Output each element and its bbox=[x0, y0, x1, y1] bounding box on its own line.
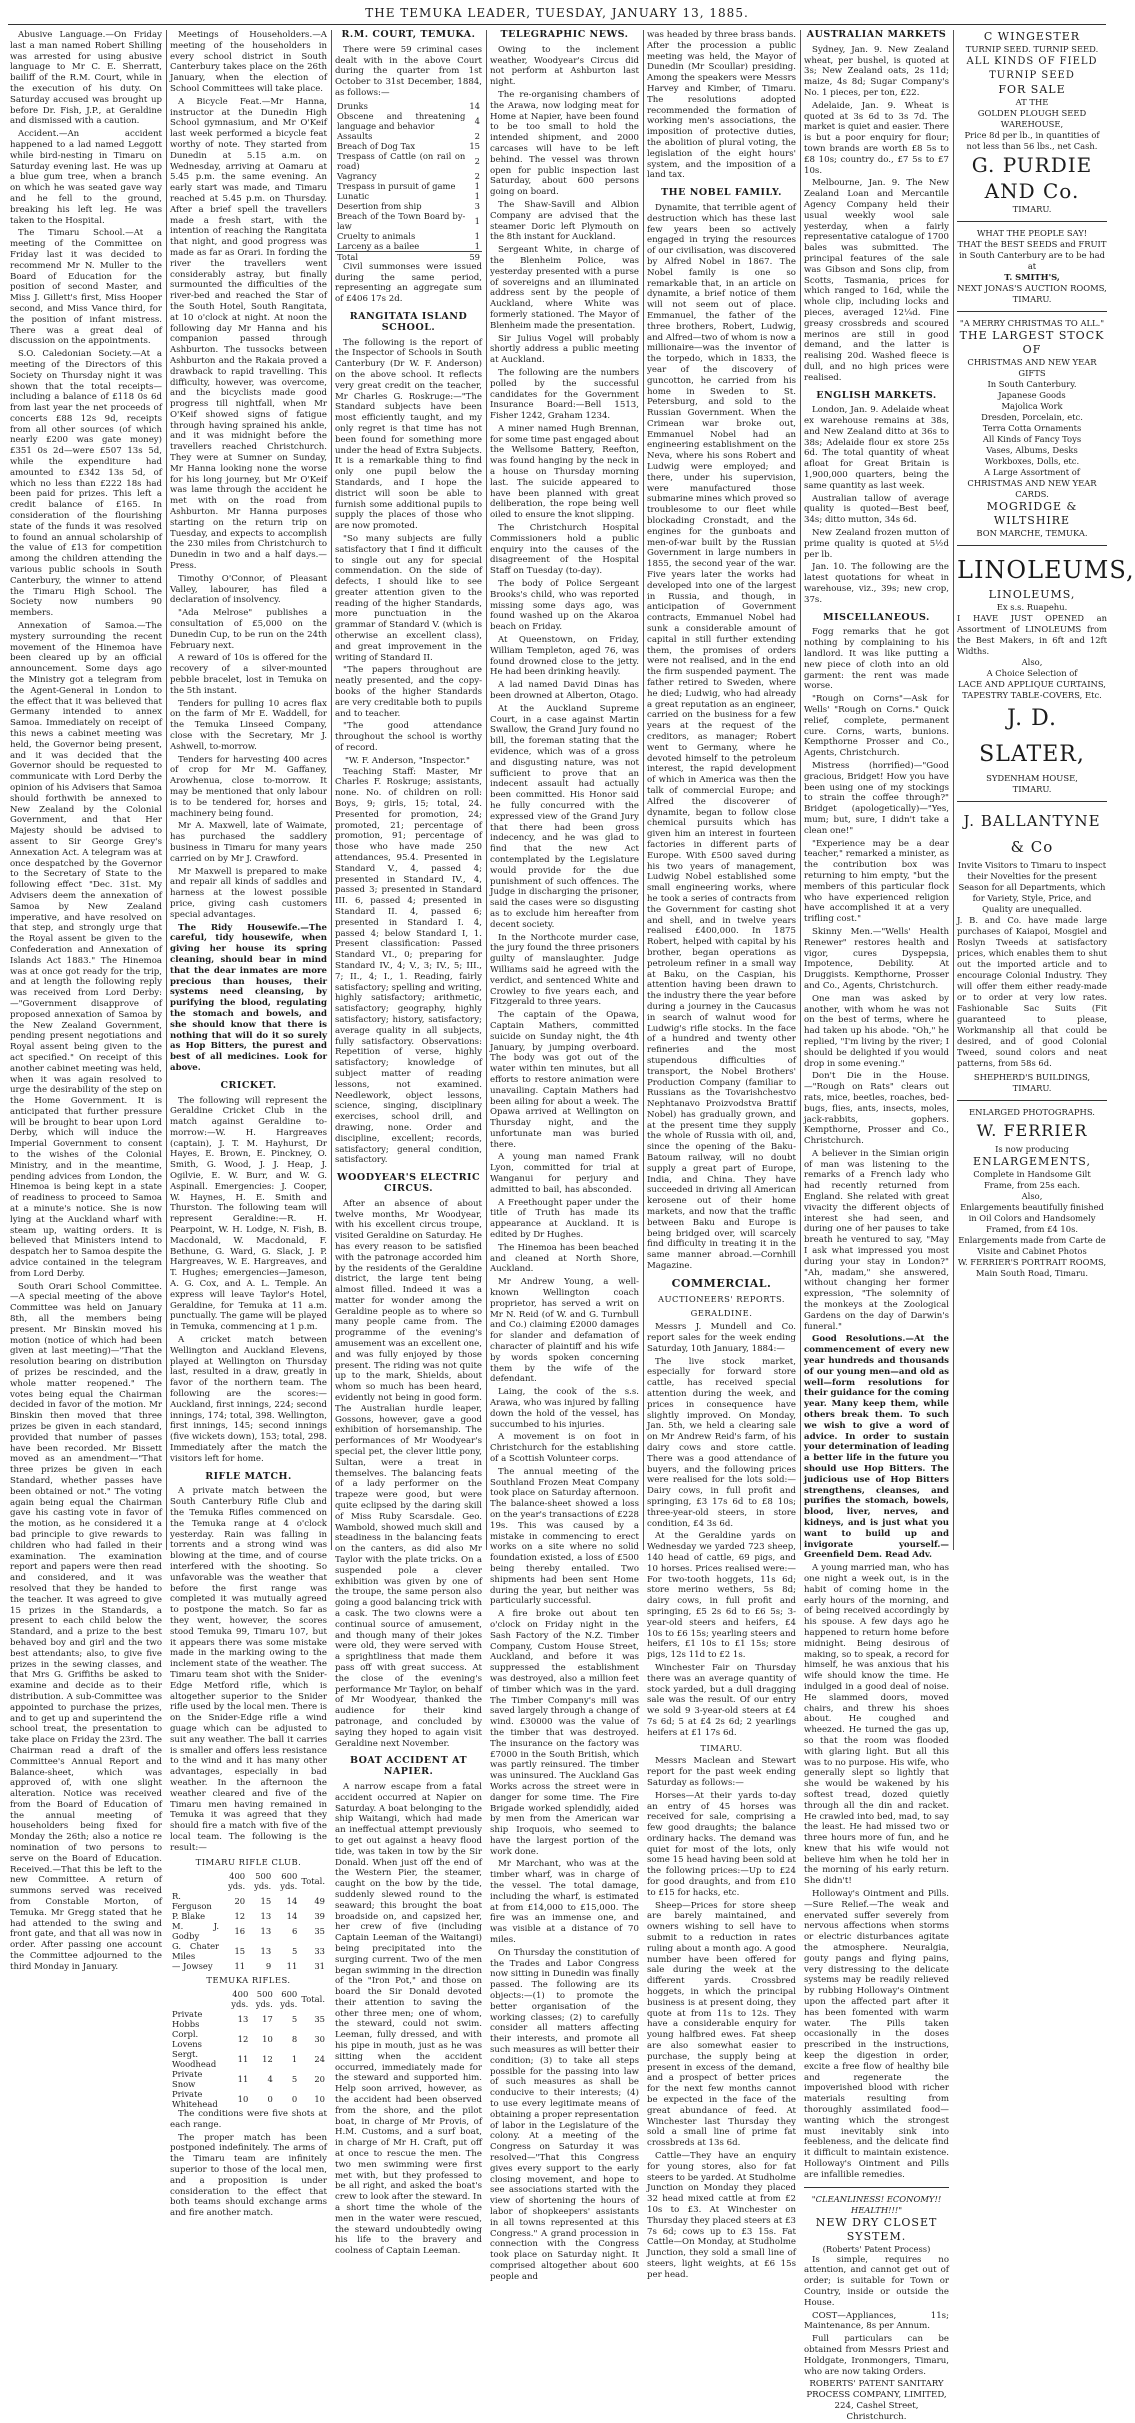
article-rangitata-3: "The papers throughout are neatly presented, and the copy-books of the higher Standards are very creditable both to pupils and to teacher. bbox=[335, 665, 482, 719]
rifle-score-table-2 bbox=[170, 1989, 327, 2109]
table-row: M. J. Godby 16 13 6 35 bbox=[172, 1921, 325, 1942]
ad-mogridge-big: THE LARGEST STOCK OF bbox=[959, 329, 1105, 356]
ad-ferrier-t3: Enlargements beautifully finished in Oil Colors and Handsomely Framed, from £4 10s. bbox=[960, 1202, 1104, 1234]
rm-court-heading: R.M. COURT, TEMUKA. bbox=[341, 29, 476, 40]
telegram: A miner named Hugh Brennan, for some time past engaged about the Wellsome Battery, Reefton, was found hanging by the neck in a house on Thursday morning last. The suicide appeared to have been planned with great deliberation, the rope being well oiled to ensure the knot slipping. bbox=[490, 423, 639, 521]
ad-smith-firm: T. SMITH'S, bbox=[1004, 272, 1060, 282]
ad-ballantyne-addr: SHEPHERD'S BUILDINGS, TIMARU. bbox=[973, 1072, 1091, 1093]
column-2 bbox=[170, 30, 327, 2219]
ad-ballantyne-firm: J. BALLANTYNE & Co bbox=[963, 812, 1101, 856]
divider bbox=[957, 545, 1107, 546]
ad-ferrier-t4: Enlargements made from Carte de Visite and Cabinet Photos bbox=[958, 1235, 1106, 1256]
ad-dry-closet-text: Is simple, requires no attention, and cannot get out of order; is suitable for Town or Country, inside or outside the House. bbox=[804, 2254, 949, 2308]
article-rifle: A private match between the South Canterbury Rifle Club and the Temuka Rifles commenced on the Temuka range at 4 o'clock yesterday. Rain was falling in torrents and a strong wind was blowing at the time, and of course interfered with the shooting. So unfavorable was the weather that before the first range was completed it was mutually agreed to postpone the match. So far as they went, however, the scores stood Temuka 99, Timaru 107, but it appears there was some mistake made in the marking owing to the inclement state of the weather. The Timaru team shot with the Snider-Edge Metford rifle, which is altogether superior to the Snider rifle used by the local men. There is on the Snider-Edge rifle a wind guage which can be adjusted to suit any weather. The ball it carries is smaller and offers less resistance to the wind and it has many other advantages, especially in bad weather. In the afternoon the weather cleared and five of the Timaru men having remained in Temuka it was agreed that they should fire a match with five of the local team. The following is the result:— bbox=[170, 1486, 327, 1853]
ad-mogridge-where: In South Canterbury. bbox=[987, 379, 1077, 389]
ad-turnip-at: AT THE bbox=[1015, 97, 1049, 107]
table-row: Desertion from ship 3 bbox=[337, 200, 480, 211]
telegram: The Christchurch Hospital Commissioners hold a public enquiry into the causes of the disagreement of the Hospital Staff on Tuesday (to-day). bbox=[490, 523, 639, 577]
telegram: At Queenstown, on Friday, William Templeton, aged 76, was found drowned close to the jetty. He had been drinking heavily. bbox=[490, 635, 639, 678]
timaru-heading: TIMARU. bbox=[700, 1742, 743, 1753]
ad-turnip-price: Price 8d per lb., in quantities of not less than 56 lbs., net Cash. bbox=[964, 130, 1100, 151]
table-row: Trespass in pursuit of game 1 bbox=[337, 180, 480, 191]
article-rangitata: The following is the report of the Inspector of Schools in South Canterbury (Dr W. F. Anderson) on the above school. It reflects very great credit on the teacher, Mr Charles G. Roskruge:—"The Standard subjects have been most efficiently taught, and my only regret is that time has not been found for something more under the head of Extra Subjects. It is a remarkable thing to find only one pupil below the Standards, and I hope the district will soon be able to furnish some additional pupils to supply the places of those who are now promoted. bbox=[335, 337, 482, 532]
brief-maxwell-2: Mr Maxwell is prepared to make and repair all kinds of saddles and harness at the lowest possible price, giving cash customers special advantages. bbox=[170, 866, 327, 920]
ad-smith-addr: NEXT JONAS'S AUCTION ROOMS, TIMARU. bbox=[957, 283, 1107, 304]
divider bbox=[957, 311, 1107, 312]
article-circus: After an absence of about twelve months, Mr Woodyear, with his excellent circus troupe, visited Geraldine on Saturday. He has every reason to be satisfied with the patronage accorded him by the residents of the Geraldine district, the large tent being almost filled. Indeed it was a matter for wonder among the Geraldine people as to where so many people came from. The programme of the evening's amusement was an excellent one, and was fully enjoyed by those present. The riding was not quite up to the mark, Shields, about whom so much has been heard, evidently not being in good form. The Australian hurdle leaper, Gossons, however, gave a good exhibition of horsemanship. The performances of Mr Woodyear's special pet, the clever little pony, Sultan, were a treat in themselves. The balancing feats of a lady performer on the trapeze were good, but were quite eclipsed by the daring skill of Miss Ruby Scarsdale. Geo. Wambold, showed much skill and steadiness in the balancing feats on the canters, as did also Mr Taylor with the plate tricks. On a suspended pole a clever exhibition was given by one of the troupe, the same person also going a good balancing trick with a cask. The two clowns were a continual source of amusement, and though many of their jokes were old, they were served with a sprightliness that made them pass off with great success. At the close of the evening's performance Mr Taylor, on behalf of Mr Woodyear, thanked the audience for their kind patronage, and concluded by saying they hoped to again visit Geraldine next November. bbox=[335, 1198, 482, 1749]
australian-markets-heading: AUSTRALIAN MARKETS bbox=[806, 29, 947, 40]
telegram: A Freethought paper under the title of Truth has made its appearance at Auckland. It is edited by Dr Hughes. bbox=[490, 1197, 639, 1241]
misc-item: Don't Die in the House.—"Rough on Rats" clears out rats, mice, beetles, roaches, bed-bugs, flies, ants, insects, moles, jack-rabbits, gophers. Kempthorne, Prosser and Co., Christchurch. bbox=[804, 1071, 949, 1147]
misc-item: A believer in the Simian origin of man was listening to the remarks of a French lady who had recently returned from England. She related with great vivacity the different objects of interest she had seen, and during one of her pauses to take breath he ventured to say, "May I ask what impressed you most during your stay in London?" "Ah, madam," she answered, without changing her former expression, "The solemnity of the monkeys at the Zoological Gardens on the day of Darwin's funeral." bbox=[804, 1148, 949, 1332]
divider bbox=[957, 801, 1107, 802]
column-1 bbox=[10, 30, 162, 1972]
report-geraldine: Messrs J. Mundell and Co. report sales for the week ending Saturday, 10th January, 1884:— bbox=[647, 1322, 796, 1354]
article-samoa-annexation: Annexation of Samoa.—The mystery surrounding the recent movement of the Hinemoa have been cleared up by an official announcement. Some days ago the Ministry got a telegram from the Agent-General in London to the effect that it was believed that Germany intended to annex Samoa. Immediately on receipt of this news a cabinet meeting was held, the Governor being present, and it was decided that the Governor should be requested to communicate with Lord Derby the opinion of his Advisers that Samoa should forthwith be annexed to New Zealand by the Colonial Government, and that Her Majesty should be advised to assent to Sir George Grey's Annexation Act. A telegram was at once despatched by the Governor to the Secretary of State to the following effect "Dec. 31st. My Advisers deem the annexation of Samoa by New Zealand imperative, and have resolved on that step, and strongly urge that the Royal assent be given to the Confederation and Annexation of Islands Act 1883." The Hinemoa was at once got ready for the trip, and at length the following reply was received from Lord Derby:—"Government disapprove of proposed annexation of Samoa by the New Zealand Government, pending present negotiations and Royal assent being given to the act specified." On receipt of this another cabinet meeting was held, when it was again resolved to urge the desirability of the step on the Home Government. It is anticipated that further pressure will be brought to bear upon Lord Derby, which will induce the Imperial Government to consent to the wishes of the Colonial Ministry, and in the meantime, pending advices from London, the Hinemoa is being kept in a state of readiness to proceed to Samoa at a minute's notice. She is now lying at the Auckland wharf with steam up, waiting orders. It is believed that Ministers intend to despatch her to Samoa despite the advice contained in the telegram from Lord Derby. bbox=[10, 621, 162, 1279]
ad-mogridge-text: CHRISTMAS AND NEW YEAR GIFTS bbox=[967, 357, 1097, 378]
rm-court-intro: There were 59 criminal cases dealt with in the above Court during the quarter from 1st October to 31st December, 1884, as follows:— bbox=[335, 44, 482, 98]
col-600: 600 yds. bbox=[280, 1871, 298, 1892]
table-row: Trespass of Cattle (on rail on road) 2 bbox=[337, 150, 480, 171]
ad-slater-town: TIMARU. bbox=[1012, 784, 1052, 794]
market-melbourne: Melbourne, Jan. 9. The New Zealand Loan and Mercantile Agency Company held their usual weekly wool sale yesterday, when a fairly representative catalogue of 1700 bales was submitted. The principal features of the sale was Gibson and Sons clip, from Scotts, Tasmania, prices for which ranged to 16d, while the whole clip, including locks and pieces, averaged 12¼d. Fine greasy crossbreds and scoured merinos are still in good demand, and the latter is realising 20d. Washed fleece is dull, and no high prices were realised. bbox=[804, 178, 949, 383]
ad-ferrier-also: Also, bbox=[1021, 1191, 1043, 1201]
col-total: Total. bbox=[301, 1876, 325, 1887]
telegram: Sir Julius Vogel will probably shortly address a public meeting at Auckland. bbox=[490, 333, 639, 366]
ad-turnip-place: GOLDEN PLOUGH SEED WAREHOUSE, bbox=[977, 108, 1087, 129]
telegram: Sergeant White, in charge of the Blenheim Police, was yesterday presented with a purse of sovereigns and an illuminated address sent by the people of Auckland, where White was formerly stationed. The Mayor of Blenheim made the presentation. bbox=[490, 245, 639, 331]
market-london-3: New Zealand frozen mutton of prime quality is quoted at 5½d per lb. bbox=[804, 528, 949, 560]
telegram: Laing, the cook of the s.s. Arawa, who was injured by falling down the hold of the vessel, has succumbed to his injuries. bbox=[490, 1387, 639, 1430]
rm-court-table bbox=[335, 101, 482, 262]
misc-item: Fogg remarks that he got nothing by complaining to his landlord. It was like putting a new piece of cloth into an old garment: the rent was made worse. bbox=[804, 627, 949, 692]
telegram: On Thursday the constitution of the Trades and Labor Congress now sitting in Dunedin was finally passed. The following are its objects:—(1) to promote the better organisation of the working classes; (2) to carefully consider all matters affecting their interests, and promote all such measures as will better their condition; (3) to take all steps possible for the passing into law of such measures as shall be conducive to their interests; (4) to use every legitimate means of obtaining a proper representation of labor in the Legislature of the colony. At a meeting of the Congress on Saturday it was resolved—"That this Congress gives every support to the early closing movement, and hope to see associations started with the view of shortening the hours of labor of shopkeepers' assistants in all towns represented at this Congress." A grand procession in connection with the Congress took place on Saturday night. It comprised altogether about 600 people and bbox=[490, 1947, 639, 2282]
col-500: 500 yds. bbox=[254, 1871, 272, 1892]
list-item: Dresden, Porcelain, etc. bbox=[981, 412, 1083, 422]
table-row: Corpl. Lovens 12 10 8 30 bbox=[172, 2029, 325, 2050]
column-rule bbox=[166, 30, 167, 1550]
table-row: Private Hobbs 13 17 5 35 bbox=[172, 2009, 325, 2030]
table-total-row: Total 59 bbox=[337, 251, 480, 262]
ad-dry-closet-agents: Full particulars can be obtained from Messrs Priest and Holdgate, Ironmongers, Timaru, who are now taking Orders. bbox=[804, 2334, 949, 2377]
ad-slater-choice: A Choice Selection of bbox=[986, 668, 1078, 678]
telegram: Mr Andrew Young, a well-known Wellington coach proprietor, has served a writ on Mr N. Reid (of W. and G. Turnbull and Co.) claiming £2000 damages for slander and defamation of character of plaintiff and his wife by words spoken concerning them by the wife of the defendant. bbox=[490, 1277, 639, 1385]
column-3 bbox=[335, 29, 482, 2257]
market-london-4: Jan. 10. The following are the latest quotations for wheat in warehouse, viz., 39s; new crop, 37s. bbox=[804, 562, 949, 605]
report-timaru-cattle: Cattle—They have an enquiry for young stores, also for fat steers to be yarded. At Studholme Junction on Monday they placed 32 head mixed cattle at from £2 10s to £3. At Winchester on Thursday they placed steers at £3 7s 6d; cows up to £3 15s. Fat Cattle—On Monday, at Studholme Junction, they sold a small line of steers, light weights, at £6 15s per head. bbox=[647, 2151, 796, 2280]
table-row: — Jowsey 11 9 11 31 bbox=[172, 1961, 325, 1972]
article-householders: Meetings of Householders.—A meeting of the householders in every school district in South Canterbury takes place on the 26th January, when the election of School Committees will take place. bbox=[170, 30, 327, 94]
ad-slater-lace: LACE AND APPLIQUE CURTAINS, bbox=[958, 679, 1106, 689]
column-rule bbox=[953, 30, 954, 1550]
ad-ferrier-firm: W. FERRIER bbox=[976, 1121, 1088, 1140]
nobel-heading: THE NOBEL FAMILY. bbox=[661, 187, 782, 199]
telegram: A movement is on foot in Christchurch for the establishing of a Scottish Volunteer corps. bbox=[490, 1432, 639, 1464]
rifle-heading: RIFLE MATCH. bbox=[205, 1470, 292, 1482]
table-row: P. Blake 12 13 14 39 bbox=[172, 1911, 325, 1922]
telegram: Owing to the inclement weather, Woodyear's Circus did not perform at Ashburton last night. bbox=[490, 44, 639, 88]
ad-turnip-heading: TURNIP SEED. TURNIP SEED. bbox=[965, 44, 1099, 54]
telegram: A fire broke out about ten o'clock on Friday night in the Sash Factory of the N.Z. Timber Company, Custom House Street, Auckland, and before it was suppressed the establishment was destroyed, also a million feet of timber which was in the yard. The Timber Company's mill was saved largely through a change of wind. £30000 was the value of the timber that was destroyed. The insurance on the factory was £7000 in the South British, which was partly reinsured. The timber was uninsured. The Auckland Gas Works across the street were in danger for some time. The Fire Brigade worked splendidly, aided by men from the American war ship Iroquois, who seemed to have the largest portion of the work done. bbox=[490, 1609, 639, 1857]
ad-linoleums-title: LINOLEUMS, bbox=[957, 556, 1135, 584]
ad-linoleums-ex: Ex s.s. Ruapehu. bbox=[996, 602, 1068, 612]
ad-dry-closet-sub: (Roberts' Patent Process) bbox=[822, 2243, 931, 2254]
ad-ferrier-t5: W. FERRIER'S PORTRAIT ROOMS, Main South Road, Timaru. bbox=[957, 1257, 1107, 1278]
brief-reward: A reward of 10s is offered for the recovery of a silver-mounted pebble bracelet, lost in Temuka on the 5th instant. bbox=[170, 653, 327, 696]
ad-mogridge-firm: MOGRIDGE & WILTSHIRE bbox=[986, 500, 1078, 527]
misc-item: "Experience may be a dear teacher," remarked a minister, as the contribution box was returning to him empty, "but the members of this particular flock who have experienced religion have accomplished it at a very trifling cost." bbox=[804, 838, 949, 925]
ad-dry-closet-slogan: "CLEANLINESS! ECONOMY!! HEALTH!!!" bbox=[811, 2193, 942, 2215]
ad-turnip-sale: FOR SALE bbox=[998, 83, 1066, 96]
ad-ferrier-big: ENLARGEMENTS, bbox=[973, 1155, 1091, 1168]
ad-smith-heading: WHAT THE PEOPLE SAY! bbox=[976, 228, 1088, 238]
brief-tenders-flax: Tenders for pulling 10 acres flax on the farm of Mr E. Waddell, for the Temuka Linseed Company, close with the Secretary, Mr J. Ashwell, to-morrow. bbox=[170, 698, 327, 752]
telegram: The re-organising chambers of the Arawa, now lodging meat for Home at Napier, have been found to be too small to hold the intended shipment, and 2000 carcases will have to be left behind. The vessel was thrown open for public inspection last Saturday, about 600 persons going on board. bbox=[490, 89, 639, 198]
ad-linoleums-sub: LINOLEUMS, bbox=[988, 588, 1076, 601]
table-row: Vagrancy 2 bbox=[337, 170, 480, 181]
ad-turnip-big: ALL KINDS OF FIELD TURNIP SEED bbox=[966, 56, 1098, 81]
column-rule bbox=[486, 30, 487, 1550]
english-markets-heading: ENGLISH MARKETS. bbox=[816, 389, 937, 401]
list-item: Vases, Albums, Desks bbox=[986, 445, 1078, 455]
auctioneers-heading: AUCTIONEERS' REPORTS. bbox=[657, 1293, 786, 1304]
misc-item: A young married man, who has one night a week out, is in the habit of coming home in the early hours of the morning, and of being received accordingly by his spouse. A few days ago he happened to return home before midnight. Being desirous of making, so to speak, a record for himself, he was anxious that his wife should know the time. He indulged in a good deal of noise. He slammed doors, moved chairs, and threw his shoes about. He coughed and wheezed. He turned the gas up, so that the room was flooded with glaring light. But all this was to no purpose. His wife, who generally slept so lightly that she would be wakened by his softest tread, dozed quietly through all the din and racket. He crawled into bed, mad, to say the least. He had missed two or three hours more of fun, and he knew that his wife would not believe him when he told her in the morning of his early return. She didn't! bbox=[804, 1563, 949, 1887]
brief-maxwell: Mr A. Maxwell, late of Waimate, has purchased the saddlery business in Timaru for many years carried on by Mr J. Crawford. bbox=[170, 821, 327, 864]
article-abusive-language: Abusive Language.—On Friday last a man named Robert Shilling was arrested for using abusive language to Mr C. E. Sherratt, bailiff of the R.M. Court, while in the execution of his duty. On Saturday accused was brought up before Dr. Fish, J.P., at Geraldine and dismissed with a caution. bbox=[10, 30, 162, 127]
article-rangitata-5: Teaching Staff: Master, Mr Charles F. Roskruge; assistants, none. No. of children on roll: Boys, 9; girls, 15; total, 24. Presented for promotion, 24; promoted, 21; percentage of promotion, 91; percentage of those who have made 250 attendances, 95.4. Presented in Standard V., 4, passed 4; presented in Standard IV., 4, passed 3; presented in Standard III. 6, passed 4; presented in Standard II. 4, passed 6; presented in Standard I. 4, passed 4; below Standard I, 1. Present classification: Passed Standard VI., 0; preparing for Standard IV., 4; V., 3; IV., 5; III., 7; II., 4; I., 1. Reading, fairly satisfactory; spelling and writing, highly satisfactory; arithmetic, satisfactory; geography, highly satisfactory; history, satisfactory; average quality in all subjects, fully satisfactory. Observations: Repetition of verse, highly satisfactory; knowledge of subject matter of reading lessons, not examined. Needlework, object lessons, science, singing, disciplinary exercises, school drill, and drawing, none. Order and discipline, excellent; records, satisfactory; general condition, satisfactory. bbox=[335, 766, 482, 1166]
brief-tenders-harvest: Tenders for harvesting 400 acres of crop for Mr M. Gaffaney, Arowhenua, close to-morrow. It may be mentioned that only labour is to be tendered for, horses and machinery being found. bbox=[170, 754, 327, 819]
boat-accident-heading: BOAT ACCIDENT AT NAPIER. bbox=[349, 1755, 468, 1778]
ad-ballantyne-text: J. B. and Co. have made large purchases of Kaiapoi, Mosgiel and Roslyn Tweeds at satisfactory prices, which enables them to shut out the imported article and to encourage Colonial Industry. They will offer them either ready-made or to order at very low rates. Fashionable Sac Suits (Fit guaranteed to please, Workmanship all that could be desired, and of good Colonial Tweed, sound colors and neat patterns, from 58s 6d. bbox=[957, 915, 1107, 1068]
table-row: R. Ferguson 20 15 14 49 bbox=[172, 1891, 325, 1912]
circus-heading: WOODYEAR'S ELECTRIC CIRCUS. bbox=[336, 1172, 480, 1194]
table-row: G. Chater Miles 15 13 5 33 bbox=[172, 1941, 325, 1962]
telegram: The Hinemoa has been beached and cleaned at North Shore, Auckland. bbox=[490, 1242, 639, 1275]
column-rule bbox=[331, 30, 332, 1550]
ad-mogridge-heading: "A MERRY CHRISTMAS TO ALL." bbox=[959, 318, 1105, 328]
telegraphic-heading: TELEGRAPHIC NEWS. bbox=[500, 29, 629, 40]
table-header-row bbox=[170, 1871, 327, 1891]
article-nobel: Dynamite, that terrible agent of destruction which has these last few years been so actively engaged in trying the resources of our civilisation, was discovered by Alfred Nobel in 1867. The Nobel family is one so remarkable that, in an article on dynamite, a brief notice of them will not seem out of place. Emmanuel, the father of the three brothers, Robert, Ludwig, and Alfred—two of whom is now a millionaire—was the inventor of the torpedo, which in 1833, the year of the discovery of guncotton, he carried from his home in Sweden to St. Petersburg, and sold to the Russian Government. When the Crimean war broke out, Emmanuel Nobel had an engineering establishment on the Neva, where his sons Robert and Ludwig were employed; and there, under his supervision, were manufactured those submarine mines which proved so troublesome to our fleet while blockading Cronstadt, and the engines for the gunboats and men-of-war built by the Russian Government in large numbers in 1855, the second year of the war. Five years later the works had developed into one of the largest in Russia, and though, in anticipation of Government contracts, Emmanuel Nobel had sunk a considerable amount of capital in still further extending them, the promises of orders were not realised, and in the end the firm suspended payment. The father retired to Sweden, where he died; Ludwig, who had already a great reputation as an engineer, carried on the business for a few years at the request of the creditors, as manager; Robert went to Germany, where he devoted himself to the petroleum interest, the rapid development of which in America was then the talk of commercial Europe; and Alfred the discoverer of dynamite, began to follow close chemical pursuits which has given him an interest in fourteen factories in different parts of Europe. With £500 saved during his two years of management, Ludwig Nobel established some small engineering works, where he took a series of contracts from the Government for casting shot and shell, and in twelve years realised £400,000. In 1875 Robert, helped with capital by his brother, began operations as petroleum refiner in a small way at Baku, on the Caspian, his attention having been drawn to the industry there the year before during a journey in the Caucasus in search of walnut wood for Ludwig's rifle stocks. In the face of a hundred and twenty other refineries and the most stupendous difficulties of transport, the Nobel Brothers' Production Company (familiar to Russians as the Tovarishchestvo Nephtanavo Proizvodstva Brattif Nobel) has gradually grown, and at the present time they supply the whole of Russia with oil, and, since the opening of the Baku-Batoum railway, will no doubt supply a great part of Europe, India, and China. They have succeeded in driving all American kerosene out of their home markets, and now that the traffic between Baku and Europe is being bridged over, will scarcely find difficulty in treating it in the same manner abroad.—Cornhill Magazine. bbox=[647, 202, 796, 1272]
article-procession-cont: was headed by three brass bands. After the procession a public meeting was held, the Mayor of Dunedin (Mr Scoullar) presiding. Among the speakers were Messrs Harvey and Kimber, of Timaru. The resolutions adopted recommended the formation of working men's associations, the imposition of protective duties, the abolition of plural voting, the legislation of the eight hours' system, and the imposition of a land tax. bbox=[647, 30, 796, 181]
ad-ferrier-text: Is now producing bbox=[995, 1144, 1069, 1154]
ad-slater-house: SYDENHAM HOUSE, bbox=[986, 773, 1078, 783]
ad-dry-closet bbox=[804, 2194, 949, 2255]
ad-turnip-seed bbox=[957, 30, 1107, 215]
ad-slater-tapestry: TAPESTRY TABLE-COVERS, Etc. bbox=[962, 690, 1102, 700]
misc-item: Skinny Men.—"Wells' Health Renewer" restores health and vigor, cures Dyspepsia, Impotence, Debility. At Druggists. Kempthorne, Prosser and Co., Agents, Christchurch. bbox=[804, 926, 949, 991]
column-rule bbox=[643, 30, 644, 1550]
misc-item: Holloway's Ointment and Pills.—Sure Relief.—The weak and enervated suffer severely from nervous affections when storms or electric disturbances agitate the atmosphere. Neuralgia, gouty pangs and flying pains, very distressing to the delicate systems may be readily relieved by rubbing Holloway's Ointment upon the affected part after it has been fomented with warm water. The Pills taken occasionally in the doses prescribed in the instructions, keep the digestion in order, excite a free flow of healthy bile and regenerate the impoverished blood with richer materials resulting from thoroughly assimilated food—wanting which the strongest must inevitably sink into feebleness, and the delicate find it difficult to maintain existence. Holloway's Ointment and Pills are infallible remedies. bbox=[804, 1889, 949, 2180]
brief-melrose: "Ada Melrose" publishes a consultation of £5,000 on the Dunedin Cup, to be run on the 24th February next. bbox=[170, 608, 327, 651]
table-row: Assaults 2 bbox=[337, 130, 480, 141]
article-cricket-2: A cricket match between Wellington and Auckland Elevens, played at Wellington on Thursday last, resulted in a draw, greatly in favor of the northern team. The following are the scores:—Auckland, first innings, 224; second innings, 174; total, 398. Wellington, first innings, 145; second innings (five wickets down), 153; total, 298. Immediately after the match the visitors left for home. bbox=[170, 1335, 327, 1464]
report-geraldine-2: The live stock market, especially for forward store cattle, has received special attention during the week, and prices in consequence have slightly improved. On Monday, Jan. 5th, we held a clearing sale on Mr Andrew Reid's farm, of his dairy cows and store cattle. There was a good attendance of buyers, and the following prices were realised for the lots sold:—Dairy cows, in full profit and springing, £3 17s 6d to £8 10s; three-year-old steers, in store condition, £4 3s 6d. bbox=[647, 1356, 796, 1529]
telegram: The captain of the Opawa, Captain Mathers, committed suicide on Sunday night, the 4th January, by jumping overboard. The body was got out of the water within ten minutes, but all efforts to restore animation were unavailing. Captain Mathers had been ailing for about a week. The Opawa arrived at Wellington on Thursday night, and the unfortunate man was buried there. bbox=[490, 1010, 639, 1150]
commercial-heading: COMMERCIAL. bbox=[671, 1276, 772, 1290]
ad-dry-closet-title: NEW DRY CLOSET SYSTEM. bbox=[815, 2215, 938, 2243]
ad-ballantyne-invite: Invite Visitors to Timaru to inspect their Novelties for the present Season for all Departments, which for Variety, Style, Price, and Quality are unequalled. bbox=[957, 860, 1107, 914]
report-timaru-horses: Horses—At their yards to-day an entry of 45 horses was received for sale, comprising a few good draughts; the balance ordinary hacks. The demand was quiet for most of the lots, only some 15 head having been sold at the following prices:—Up to £24 for good draughts, and from £10 to £15 for hacks, etc. bbox=[647, 1790, 796, 1898]
masthead: THE TEMUKA LEADER, TUESDAY, JANUARY 13, 1885. bbox=[8, 2, 1106, 25]
telegram: A lad named David Dinas has been drowned at Alberton, Otago. bbox=[490, 680, 639, 702]
column-rule bbox=[800, 30, 801, 1550]
ad-slater-also: Also, bbox=[1021, 657, 1043, 667]
list-item: Terra Cotta Ornaments bbox=[982, 423, 1082, 433]
ad-top-fragment: C WINGESTER bbox=[983, 30, 1081, 43]
telegram: The Shaw-Savill and Albion Company are advised that the steamer Doric left Plymouth on the 8th instant for Auckland. bbox=[490, 199, 639, 243]
list-item: Japanese Goods bbox=[998, 390, 1066, 400]
ad-smith-text: THAT the BEST SEEDS and FRUIT in South Canterbury are to be had at bbox=[957, 239, 1107, 271]
brief-tidy-housewife: The Ridy Housewife.—The careful, tidy housewife, when giving her house its spring cleaning, should bear in mind that the dear inmates are more precious than houses, their systems need cleansing, by purifying the blood, regulating the stomach and bowels, and she should know that there is nothing that will do it so surely as Hop Bitters, the purest and best of all medicines. Look for above. bbox=[170, 922, 327, 1073]
market-adelaide: Adelaide, Jan. 9. Wheat is quoted at 3s 6d to 3s 7d. The market is quiet and easier. There is but a poor enquiry for flour; town brands are worth £8 5s to £8 10s; country do., £7 5s to £7 10s. bbox=[804, 100, 949, 176]
misc-item: Mistress (horrified)—"Good gracious, Bridget! How you have been using one of my stockings to strain the coffee through?" Bridget (apologetically)—"Yes, mum; but, sure, I didn't take a clean one!" bbox=[804, 761, 949, 836]
ad-smith bbox=[957, 228, 1107, 305]
telegram: Mr Marchant, who was at the timber wharf, was in charge of the vessel. The total damage, including the wharf, is estimated at from £14,000 to £15,000. The fire was an immense one, and was visible at a distance of 70 miles. bbox=[490, 1859, 639, 1946]
ad-ferrier bbox=[957, 1107, 1107, 1279]
table-row: Breach of Dog Tax 15 bbox=[337, 140, 480, 151]
article-rangitata-2: "So many subjects are fully satisfactory that I find it difficult to single out any for special commendation. On the side of defects, I should like to see greater attention given to the reading of the higher Standards, more punctuation in the grammar of Standard V. (which is otherwise an excellent class), and great improvement in the writing of Standard II. bbox=[335, 533, 482, 663]
list-item: Majolica Work bbox=[1001, 401, 1063, 411]
column-5 bbox=[647, 30, 796, 2280]
telegram: In the Northcote murder case, the jury found the three prisoners guilty of manslaughter. Judge Williams said he agreed with the verdict, and sentenced White and Crowley to five years each, and Fitzgerald to three years. bbox=[490, 932, 639, 1008]
rangitata-heading: RANGITATA ISLAND SCHOOL. bbox=[349, 310, 468, 333]
article-bicycle-feat: A Bicycle Feat.—Mr Hanna, instructor at the Dunedin High School gymnasium, and Mr O'Keif last week performed a bicycle feat worthy of note. They started from Dunedin at 5.15 a.m. on Wednesday, arriving at Oamaru at 5.45 p.m. the same evening. An early start was made, and Timaru reached at 5.45 p.m. on Thursday. After a brief spell the travellers made a fresh start, with the intention of reaching the Rangitata that night, and good progress was made as far as Orari. In fording the river the travellers went considerably astray, but finally surmounted the difficulties of the river-bed and reached the Star of the South Hotel, South Rangitata, at 10 o'clock at night. At noon the following day Mr Hanna and his companion passed through Ashburton. The tussocks between Ashburton and the Rakaia proved a drawback to rapid travelling. This difficulty, however, was overcome, and the bicyclists made good progress till nightfall, when Mr O'Keif showed signs of fatigue through having sprained his ankle, and it was midnight before the travellers reached Christchurch. They were at Sumner on Sunday, Mr Hanna looking none the worse for his long journey, but Mr O'Keif was lame through the accident he met with on the road from Ashburton. Mr Hanna purposes starting on the return trip on Tuesday, and expects to accomplish the 230 miles from Christchurch to Dunedin in two and a half days.—Press. bbox=[170, 96, 327, 572]
table-row: Obscene and threatening language and behavior 4 bbox=[337, 110, 480, 131]
report-timaru: Messrs Maclean and Stewart report for the past week ending Saturday as follows:— bbox=[647, 1756, 796, 1788]
article-accident: Accident.—An accident happened to a lad named Leggott while bird-nesting in Timaru on Saturday evening last. He was up a blue gum tree, when a branch on which he was seated gave way and he fell to the ground, breaking his left leg. He was taken to the Hospital. bbox=[10, 129, 162, 226]
ad-purdie-town: TIMARU. bbox=[1012, 204, 1052, 214]
rifle-club-1-heading: TIMARU RIFLE CLUB. bbox=[195, 1857, 302, 1868]
misc-item: "Rough on Corns"—Ask for Wells' "Rough on Corns." Quick relief, complete, permanent cure. Corns, warts, bunions. Kempthorne Prosser and Co., Agents, Christchurch. bbox=[804, 694, 949, 759]
miscellaneous-heading: MISCELLANEOUS. bbox=[823, 611, 930, 623]
geraldine-heading: GERALDINE. bbox=[690, 1308, 753, 1319]
market-london-2: Australian tallow of average quality is quoted—Best beef, 34s; ditto mutton, 34s 6d. bbox=[804, 493, 949, 526]
ad-mogridge-cards: A Large Assortment of CHRISTMAS AND NEW YEAR CARDS. bbox=[967, 467, 1097, 499]
ad-mogridge-addr: BON MARCHE, TEMUKA. bbox=[976, 528, 1088, 538]
cricket-heading: CRICKET. bbox=[220, 1079, 277, 1091]
ad-dry-closet-cost: COST—Appliances, 11s; Maintenance, 8s per Annum. bbox=[804, 2310, 949, 2332]
ad-ferrier-heading: ENLARGED PHOTOGRAPHS. bbox=[969, 1107, 1095, 1117]
ad-slater bbox=[957, 552, 1135, 795]
market-sydney: Sydney, Jan. 9. New Zealand wheat, per bushel, is quoted at 3s; New Zealand oats, 2s 11d; maize, 4s 8d; Sugar Company's No. 1 pieces, per ton, £22. bbox=[804, 44, 949, 98]
list-item: All Kinds of Fancy Toys bbox=[982, 434, 1082, 444]
rifle-end: The proper match has been postponed indefinitely. The arms of the Timaru team are infinitely superior to those of the local men, and a proposition is under consideration to the effect that both teams should exchange arms and fire another match. bbox=[170, 2132, 327, 2219]
col-400: 400 yds. bbox=[228, 1871, 246, 1892]
column-6 bbox=[804, 29, 949, 2422]
ad-mogridge bbox=[957, 318, 1107, 539]
divider bbox=[957, 1100, 1107, 1101]
table-row: Cruelty to animals 1 bbox=[337, 230, 480, 241]
table-row: Drunks 14 bbox=[337, 100, 480, 111]
article-cricket: The following will represent the Geraldine Cricket Club in the match against Geraldine to-morrow:—W. H. Hargreaves (captain), J. T. M. Hayhurst, Dr Hayes, E. Brown, E. Pinckney, O. Smith, G. Wood, J. J. Heap, J. Ogilvie, E. W. Burr, and W. G. Aspinall. Emergencies: J. Cooper, W. Haynes, H. E. Smith and Thurston. The following team will represent Geraldine:—R. H. Pearpoint, W. H. Lodge, N. Fish, B. Macdonald, W. Macdonald, F. Bethune, G. Ward, G. Slack, J. P. Hargreaves, W. E. Hargreaves, and T. Hughes; emergencies—Jameson, A. G. Cox, and A. L. Temple. An express will leave Taylor's Hotel, Geraldine, for Temuka at 11 a.m. punctually. The game will be played in Temuka, commencing at 1 p.m. bbox=[170, 1095, 327, 1333]
table-row: Sergt. Woodhead 11 12 1 24 bbox=[172, 2049, 325, 2070]
article-rangitata-4: "The good attendance throughout the school is worthy of record. bbox=[335, 721, 482, 754]
table-header-row: 400 yds. 500 yds. 600 yds. Total. bbox=[231, 1989, 325, 2010]
ad-linoleums-text: I HAVE JUST OPENED an Assortment of LINOLEUMS from the Best Makers, in 6ft and 12ft Widths. bbox=[957, 613, 1107, 656]
market-london: London, Jan. 9. Adelaide wheat ex warehouse remains at 38s, and New Zealand ditto at 36s to 38s; Adelaide flour ex store 25s 6d. The total quantity of wheat afloat for Great Britain is 1,900,000 quarters, being the same quantity as last week. bbox=[804, 405, 949, 491]
divider bbox=[957, 221, 1107, 222]
table-row: Lunatic 1 bbox=[337, 190, 480, 201]
rifle-note: The conditions were five shots at each range. bbox=[170, 2109, 327, 2130]
misc-item: Good Resolutions.—At the commencement of every new year hundreds and thousands of our young men—and old as well—form resolutions for their guidance for the coming year. Many keep them, while others break them. To such we wish to give a word of advice. In order to sustain your determination of leading a better life in the future you should use Hop Bitters. The judicious use of Hop Bitters strengthens, cleanses, and purifies the stomach, bowels, blood, liver, nerves, and kidneys, and is just what you want to build up and invigorate yourself.—Greenfield Dem. Read Adv. bbox=[804, 1334, 949, 1561]
table-row: Private Snow 11 4 5 20 bbox=[172, 2069, 325, 2090]
table-row: Breach of the Town Board by-law 1 bbox=[337, 210, 480, 231]
telegram: At the Auckland Supreme Court, in a case against Martin Swallow, the Grand Jury found no bill, the foreman stating that the evidence, which was of a gross and disgusting nature, was not sufficient to prove that an indecent assault had actually been committed. His Honor said he fully concurred with the expressed view of the Grand Jury that there had been gross indecency, and he was glad to find that the new Act contemplated by the Legislature would provide for the due punishment of such offences. The Judge in discharging the prisoner, said the cases were so disgusting as to exclude him hereafter from decent society. bbox=[490, 703, 639, 930]
misc-item: One man was asked by another, with whom he was not on the best of terms, where he had taken up his abode. "Oh," he replied, "I'm living by the river; I should be delighted if you would drop in some evening." bbox=[804, 993, 949, 1069]
telegram: The body of Police Sergeant Brooks's child, who was reported missing some days ago, was found washed up on the Akaroa beach on Friday. bbox=[490, 579, 639, 633]
rm-court-end: Civil summonses were issued during the same period, representing an aggregate sum of £406 17s 2d. bbox=[335, 261, 482, 305]
article-caledonian-society: S.O. Caledonian Society.—At a meeting of the Directors of this Society on Thursday night it was shown that the total receipts—including a balance of £118 0s 6d from last year the net proceeds of concerts £88 12s 9d, receipts from all other sources (of which nearly £200 was gate money) £351 0s 2d—were £507 13s 5d, while the expenditure had amounted to £342 13s 5d, of which no less than £222 18s had been paid for prizes. This left a credit balance of £165. In consideration of the flourishing state of the funds it was resolved to found an annual scholarship of the value of £13 for competition among the children attending the various public schools in South Canterbury, the winner to attend the Timaru High School. The Society now numbers 90 members. bbox=[10, 349, 162, 619]
ad-ballantyne bbox=[957, 808, 1107, 1094]
table-row: Private Whitehead 10 0 0 10 bbox=[172, 2089, 325, 2110]
column-7-adverts bbox=[957, 30, 1135, 1550]
report-geraldine-4: Winchester Fair on Thursday there was an average quantity of stock yarded, but a dull dragging sale was the result. Of our entry we sold 9 3-year-old steers at £4 7s 6d; 5 at £4 2s 6d; 2 yearlings heifers at £1 17s 6d. bbox=[647, 1662, 796, 1738]
ad-purdie-firm: G. PURDIE AND Co. bbox=[971, 153, 1093, 203]
ad-dry-closet-company: ROBERTS' PATENT SANITARY PROCESS COMPANY, LIMITED, 224, Cashel Street, Christchurch. bbox=[806, 2379, 947, 2422]
brief-insolvency: Timothy O'Connor, of Pleasant Valley, labourer, has filed a declaration of insolvency. bbox=[170, 573, 327, 606]
ad-slater-firm: J. D. SLATER, bbox=[979, 706, 1085, 767]
article-south-orari: South Orari School Committee.—A special meeting of the above Committee was held on January 8th, all the members being present. Mr Binskin moved his motion (notice of which had been given at last meeting)—"That the resolution bearing on distribution of prizes be rescinded, and the whole matter reopened." The votes being equal the Chairman decided in favor of the motion. Mr Binskin then moved that three prizes be given in each standard, provided that number of passes have been recorded. Mr Bissett moved as an amendment—"That three prizes be given in each Standard, whether passes have been obtained or not." The voting again being equal the Chairman gave his casting vote in favor of the motion, as he considered it a bad principle to give rewards to children who had failed in their examination. The examination report and papers were then read and considered, and it was resolved that they be handed to the teacher. It was agreed to give 15 prizes in the Standards, a present to each child below the Standard, and a prize to the best behaved boy and girl and the two best attendants; also, to give five prizes in the sewing classes, and that Mrs G. Griffiths be asked to examine and decide as to their distribution. A sub-Committee was appointed to purchase the prizes, and to get up and superintend the school treat, the presentation to take place on Friday the 23rd. The Chairman read a draft of the Committee's Annual Report and Balance-sheet, which was approved of, with one slight alteration. Notice was received from the Board of Education of the annual meeting of householders being fixed for Monday the 26th; also a notice re nomination of two persons to serve on the Board of Education. Received.—That this be left to the new Committee. A return of summons served was received from Constable Morton, of Temuka. Mr Gregg stated that he had attended to the swing and front gate, and that all was now in order. After passing one account the Committee adjourned to the third Monday in January. bbox=[10, 1281, 162, 1972]
article-boat-accident: A narrow escape from a fatal accident occurred at Napier on Saturday. A boat belonging to the ship Waitangi, which had made an ineffectual attempt previously to get out against a heavy flood tide, was taken in tow by the Sir Donald. When just off the end of the Western Pier, the steamer, caught on the bow by the tide, suddenly slewed round to the seaward; this brought the boat broadside on, and capsized her, her crew of five (including Captain Leeman of the Waitangi) being precipitated into the surging current. Two of the men began swimming in the direction of the "Iron Pot," and those on board the Sir Donald devoted their attention to saving the other three men; one of whom, the steward, could not swim. Leeman, fully dressed, and with his pipe in mouth, just as he was sitting when the accident occurred, immediately made for the steward and supported him. Help soon arrived, however, as the accident had been observed from the shore, and the pilot boat, in charge of Mr Provis, of H.M. Customs, and a surf boat, in charge of Mr H. Craft, put off at once to rescue the men. The two men swimming were first met with, but they professed to be all right, and asked the boat's crew to look after the steward. In a short time the whole of the men in the water were rescued, the steward undoubtedly owing his life to the bravery and coolness of Captain Leeman. bbox=[335, 1781, 482, 2257]
table-row: Larceny as a bailee 1 bbox=[337, 240, 480, 251]
ad-ferrier-t2: Complete in Handsome Gilt Frame, from 25s each. bbox=[973, 1169, 1091, 1190]
inspector-signature: "W. F. Anderson, "Inspector." bbox=[344, 755, 470, 766]
list-item: Workboxes, Dolls, etc. bbox=[984, 456, 1080, 466]
rifle-club-2-heading: TEMUKA RIFLES. bbox=[206, 1975, 291, 1986]
report-geraldine-3: At the Geraldine yards on Wednesday we yarded 723 sheep, 140 head of cattle, 69 pigs, and 10 horses. Prices realised were:—For two-tooth hoggets, 11s 6d; store merino wethers, 5s 8d; dairy cows, in full profit and springing, £5 2s 6d to £6 5s; 3-year-old steers and heifers, £4 10s to £6 15s; yearling steers and heifers, £1 10s to £1 15s; store pigs, 12s 11d to £2 1s. bbox=[647, 1531, 796, 1661]
column-4 bbox=[490, 29, 639, 2282]
telegram: A young man named Frank Lyon, committed for trial at Wanganui for perjury and admitted to bail, has absconded. bbox=[490, 1152, 639, 1195]
article-timaru-school: The Timaru School.—At a meeting of the Committee on Friday last it was decided to recommend Mr N. Muller to the Board of Education for the position of second Master, and Miss J. Gillett's first, Miss Hooper second, and Miss Vance third, for the position of infant mistress. There was a great deal of discussion on the appointments. bbox=[10, 228, 162, 347]
divider bbox=[804, 2187, 949, 2188]
rifle-score-table-1 bbox=[170, 1871, 327, 1971]
telegram: The following are the numbers polled by the successful candidates for the Government Insurance Board:—Bell 1513, Fisher 1242, Graham 1234. bbox=[490, 367, 639, 422]
report-timaru-sheep: Sheep—Prices for store sheep are barely maintained, and owners wishing to sell have to submit to a reduction in rates ruling about a month ago. A good number have been offered for sale during the week at the different yards. Crossbred hoggets, in which the principal business is at present doing, they quote at from 11s to 12s. They have a considerable enquiry for young halfbred ewes. Fat sheep are also somewhat easier to purchase, the supply being at present in excess of the demand, and a prospect of better prices for the next few months cannot be expected in the face of the great abundance of feed. At Winchester last Thursday they sold a small line of prime fat crossbreds at 13s 6d. bbox=[647, 1900, 796, 2149]
telegram: The annual meeting of the Southland Frozen Meat Company took place on Saturday afternoon. The balance-sheet showed a loss on the year's transactions of £228 19s. This was caused by a mistake in commencing to erect works on a site where no solid foundation existed, a loss of £500 being thereby entailed. Two shipments had been sent Home during the year, but neither was particularly successful. bbox=[490, 1466, 639, 1607]
